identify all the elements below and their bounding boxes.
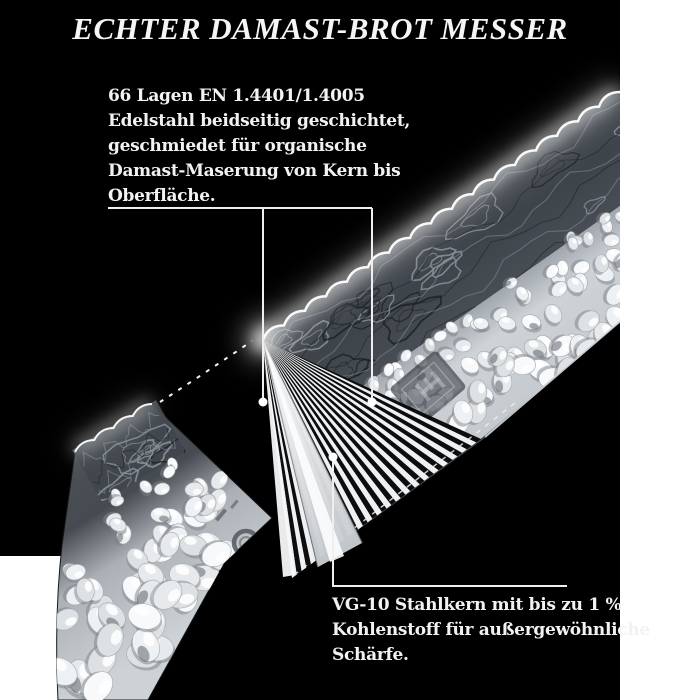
page-title: ECHTER DAMAST-BROT MESSER (72, 11, 568, 46)
layers-annotation-line: Damast-Maserung von Kern bis (108, 161, 401, 181)
core-annotation (332, 593, 650, 668)
layers-annotation-line: geschmiedet für organische (108, 136, 367, 156)
core-annotation-line: Schärfe. (332, 645, 409, 665)
layers-annotation-line: 66 Lagen EN 1.4401/1.4005 (108, 86, 365, 106)
core-annotation-line: Kohlenstoff für außergewöhnliche (332, 620, 650, 640)
layers-annotation (108, 84, 410, 209)
core-annotation-line: VG-10 Stahlkern mit bis zu 1 % (332, 595, 622, 615)
layers-annotation-line: Edelstahl beidseitig geschichtet, (108, 111, 410, 131)
layers-annotation-line: Oberfläche. (108, 186, 216, 206)
